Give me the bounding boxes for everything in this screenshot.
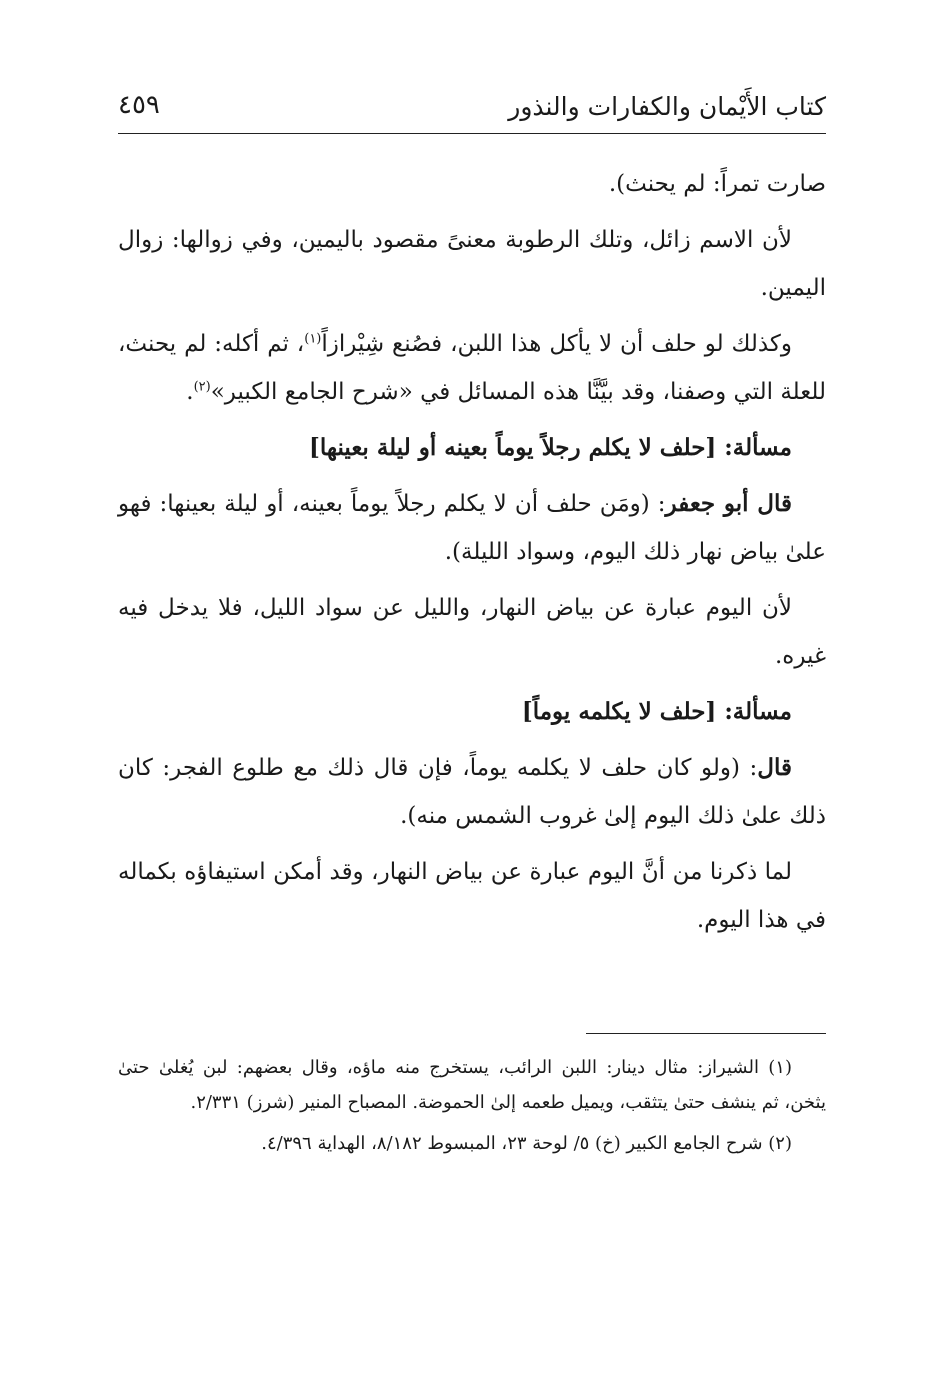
paragraph-4-text: : (ومَن حلف أن لا يكلم رجلاً يوماً بعينه، أو ليلة بعينها: فهو علىٰ بياض نهار ذلك اليوم، وسواد الليلة). bbox=[118, 491, 826, 565]
paragraph-3-part-c: . bbox=[186, 379, 194, 405]
paragraph-2: لأن الاسم زائل، وتلك الرطوبة معنىً مقصود باليمين، وفي زوالها: زوال اليمين. bbox=[118, 227, 826, 301]
main-text bbox=[118, 160, 826, 952]
running-title: كتاب الأَيْمان والكفارات والنذور bbox=[508, 92, 826, 121]
footnotes bbox=[118, 1050, 826, 1167]
section-heading-1: مسألة: [حلف لا يكلم رجلاً يوماً بعينه أو ليلة بعينها] bbox=[308, 434, 792, 461]
paragraph-6-text: : (ولو كان حلف لا يكلمه يوماً، فإن قال ذلك مع طلوع الفجر: كان ذلك علىٰ ذلك اليوم إلىٰ غروب الشمس منه). bbox=[118, 755, 826, 829]
footnote-1: (١) الشيراز: مثال دينار: اللبن الرائب، يستخرج منه ماؤه، وقال بعضهم: لبن يُغلىٰ حتىٰ يثخن، ثم ينشف حتىٰ يتثقب، ويميل طعمه إلىٰ الحموضة. المصباح المنير (شرز) ٢/٣٣١. bbox=[118, 1057, 826, 1113]
paragraph-6 bbox=[118, 744, 826, 840]
paragraph-5: لأن اليوم عبارة عن بياض النهار، والليل عن سواد الليل، فلا يدخل فيه غيره. bbox=[118, 595, 826, 669]
paragraph-1: صارت تمراً: لم يحنث). bbox=[608, 171, 826, 197]
paragraph-3-part-a: وكذلك لو حلف أن لا يأكل هذا اللبن، فصُنع شِيْرازاً bbox=[321, 331, 792, 357]
footnote-2: (٢) شرح الجامع الكبير (خ) ٥/ لوحة ٢٣، المبسوط ٨/١٨٢، الهداية ٤/٣٩٦. bbox=[261, 1133, 792, 1154]
header-divider bbox=[118, 133, 826, 134]
footnote-divider bbox=[586, 1033, 826, 1034]
running-head bbox=[118, 88, 826, 132]
paragraph-3 bbox=[118, 320, 826, 416]
paragraph-3-part-b: ، ثم أكله: لم يحنث، للعلة التي وصفنا، وقد بيَّنَّا هذه المسائل في «شرح الجامع الكبير» bbox=[118, 331, 826, 405]
paragraph-4-lead: قال أبو جعفر bbox=[665, 490, 792, 517]
paragraph-4 bbox=[118, 480, 826, 576]
section-heading-2: مسألة: [حلف لا يكلمه يوماً] bbox=[521, 698, 792, 725]
page-number: ٤٥٩ bbox=[118, 90, 160, 120]
paragraph-7: لما ذكرنا من أنَّ اليوم عبارة عن بياض النهار، وقد أمكن استيفاؤه بكماله في هذا اليوم. bbox=[118, 859, 826, 933]
footnote-ref-2: (٢) bbox=[193, 379, 211, 395]
paragraph-6-lead: قال bbox=[757, 754, 792, 781]
footnote-ref-1: (١) bbox=[304, 331, 322, 347]
